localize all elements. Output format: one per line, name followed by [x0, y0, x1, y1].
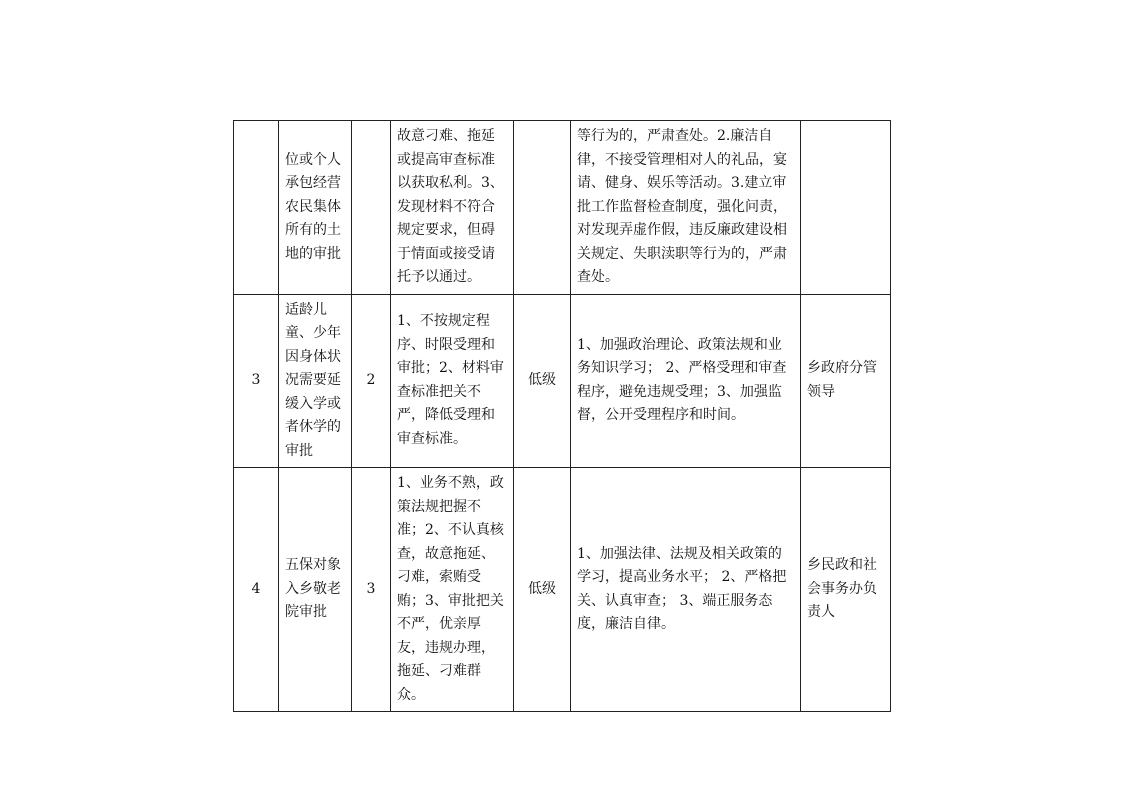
- row-risk-level: 低级: [514, 468, 571, 712]
- row-risk-count: 2: [352, 294, 391, 468]
- table-row: [234, 121, 891, 295]
- row-risk-count: [352, 121, 391, 295]
- row-risk-level: 低级: [514, 294, 571, 468]
- row-sequence: 3: [234, 294, 279, 468]
- row-item-name: 位或个人承包经营农民集体所有的土地的审批: [279, 121, 352, 295]
- row-risk-description: 1、不按规定程序、时限受理和审批；2、材料审查标准把关不严，降低受理和审查标准。: [391, 294, 514, 468]
- row-prevention-measures: 等行为的，严肃查处。2.廉洁自律，不接受管理相对人的礼品，宴请、健身、娱乐等活动。3.建立审批工作监督检查制度，强化问责，对发现弄虚作假，违反廉政建设相关规定、失职渎职等行为的，严肃查处。: [571, 121, 801, 295]
- row-prevention-measures: 1、加强法律、法规及相关政策的学习，提高业务水平； 2、严格把关、认真审查； 3、端正服务态度，廉洁自律。: [571, 468, 801, 712]
- table-row: [234, 468, 891, 712]
- table-row: [234, 294, 891, 468]
- row-risk-description: 故意刁难、拖延或提高审查标准以获取私利。3、发现材料不符合规定要求，但碍于情面或接受请托予以通过。: [391, 121, 514, 295]
- risk-control-table: [233, 120, 891, 712]
- row-responsible-party: [801, 121, 891, 295]
- row-responsible-party: 乡民政和社会事务办负责人: [801, 468, 891, 712]
- row-risk-description: 1、业务不熟，政策法规把握不准；2、不认真核查，故意拖延、刁难，索贿受贿；3、审批把关不严，优亲厚友，违规办理，拖延、刁难群众。: [391, 468, 514, 712]
- row-responsible-party: 乡政府分管领导: [801, 294, 891, 468]
- row-risk-level: [514, 121, 571, 295]
- row-risk-count: 3: [352, 468, 391, 712]
- row-item-name: 适龄儿童、少年因身体状况需要延缓入学或者休学的审批: [279, 294, 352, 468]
- row-prevention-measures: 1、加强政治理论、政策法规和业务知识学习； 2、严格受理和审查程序，避免违规受理；3、加强监督，公开受理程序和时间。: [571, 294, 801, 468]
- row-sequence: 4: [234, 468, 279, 712]
- row-sequence: [234, 121, 279, 295]
- row-item-name: 五保对象入乡敬老院审批: [279, 468, 352, 712]
